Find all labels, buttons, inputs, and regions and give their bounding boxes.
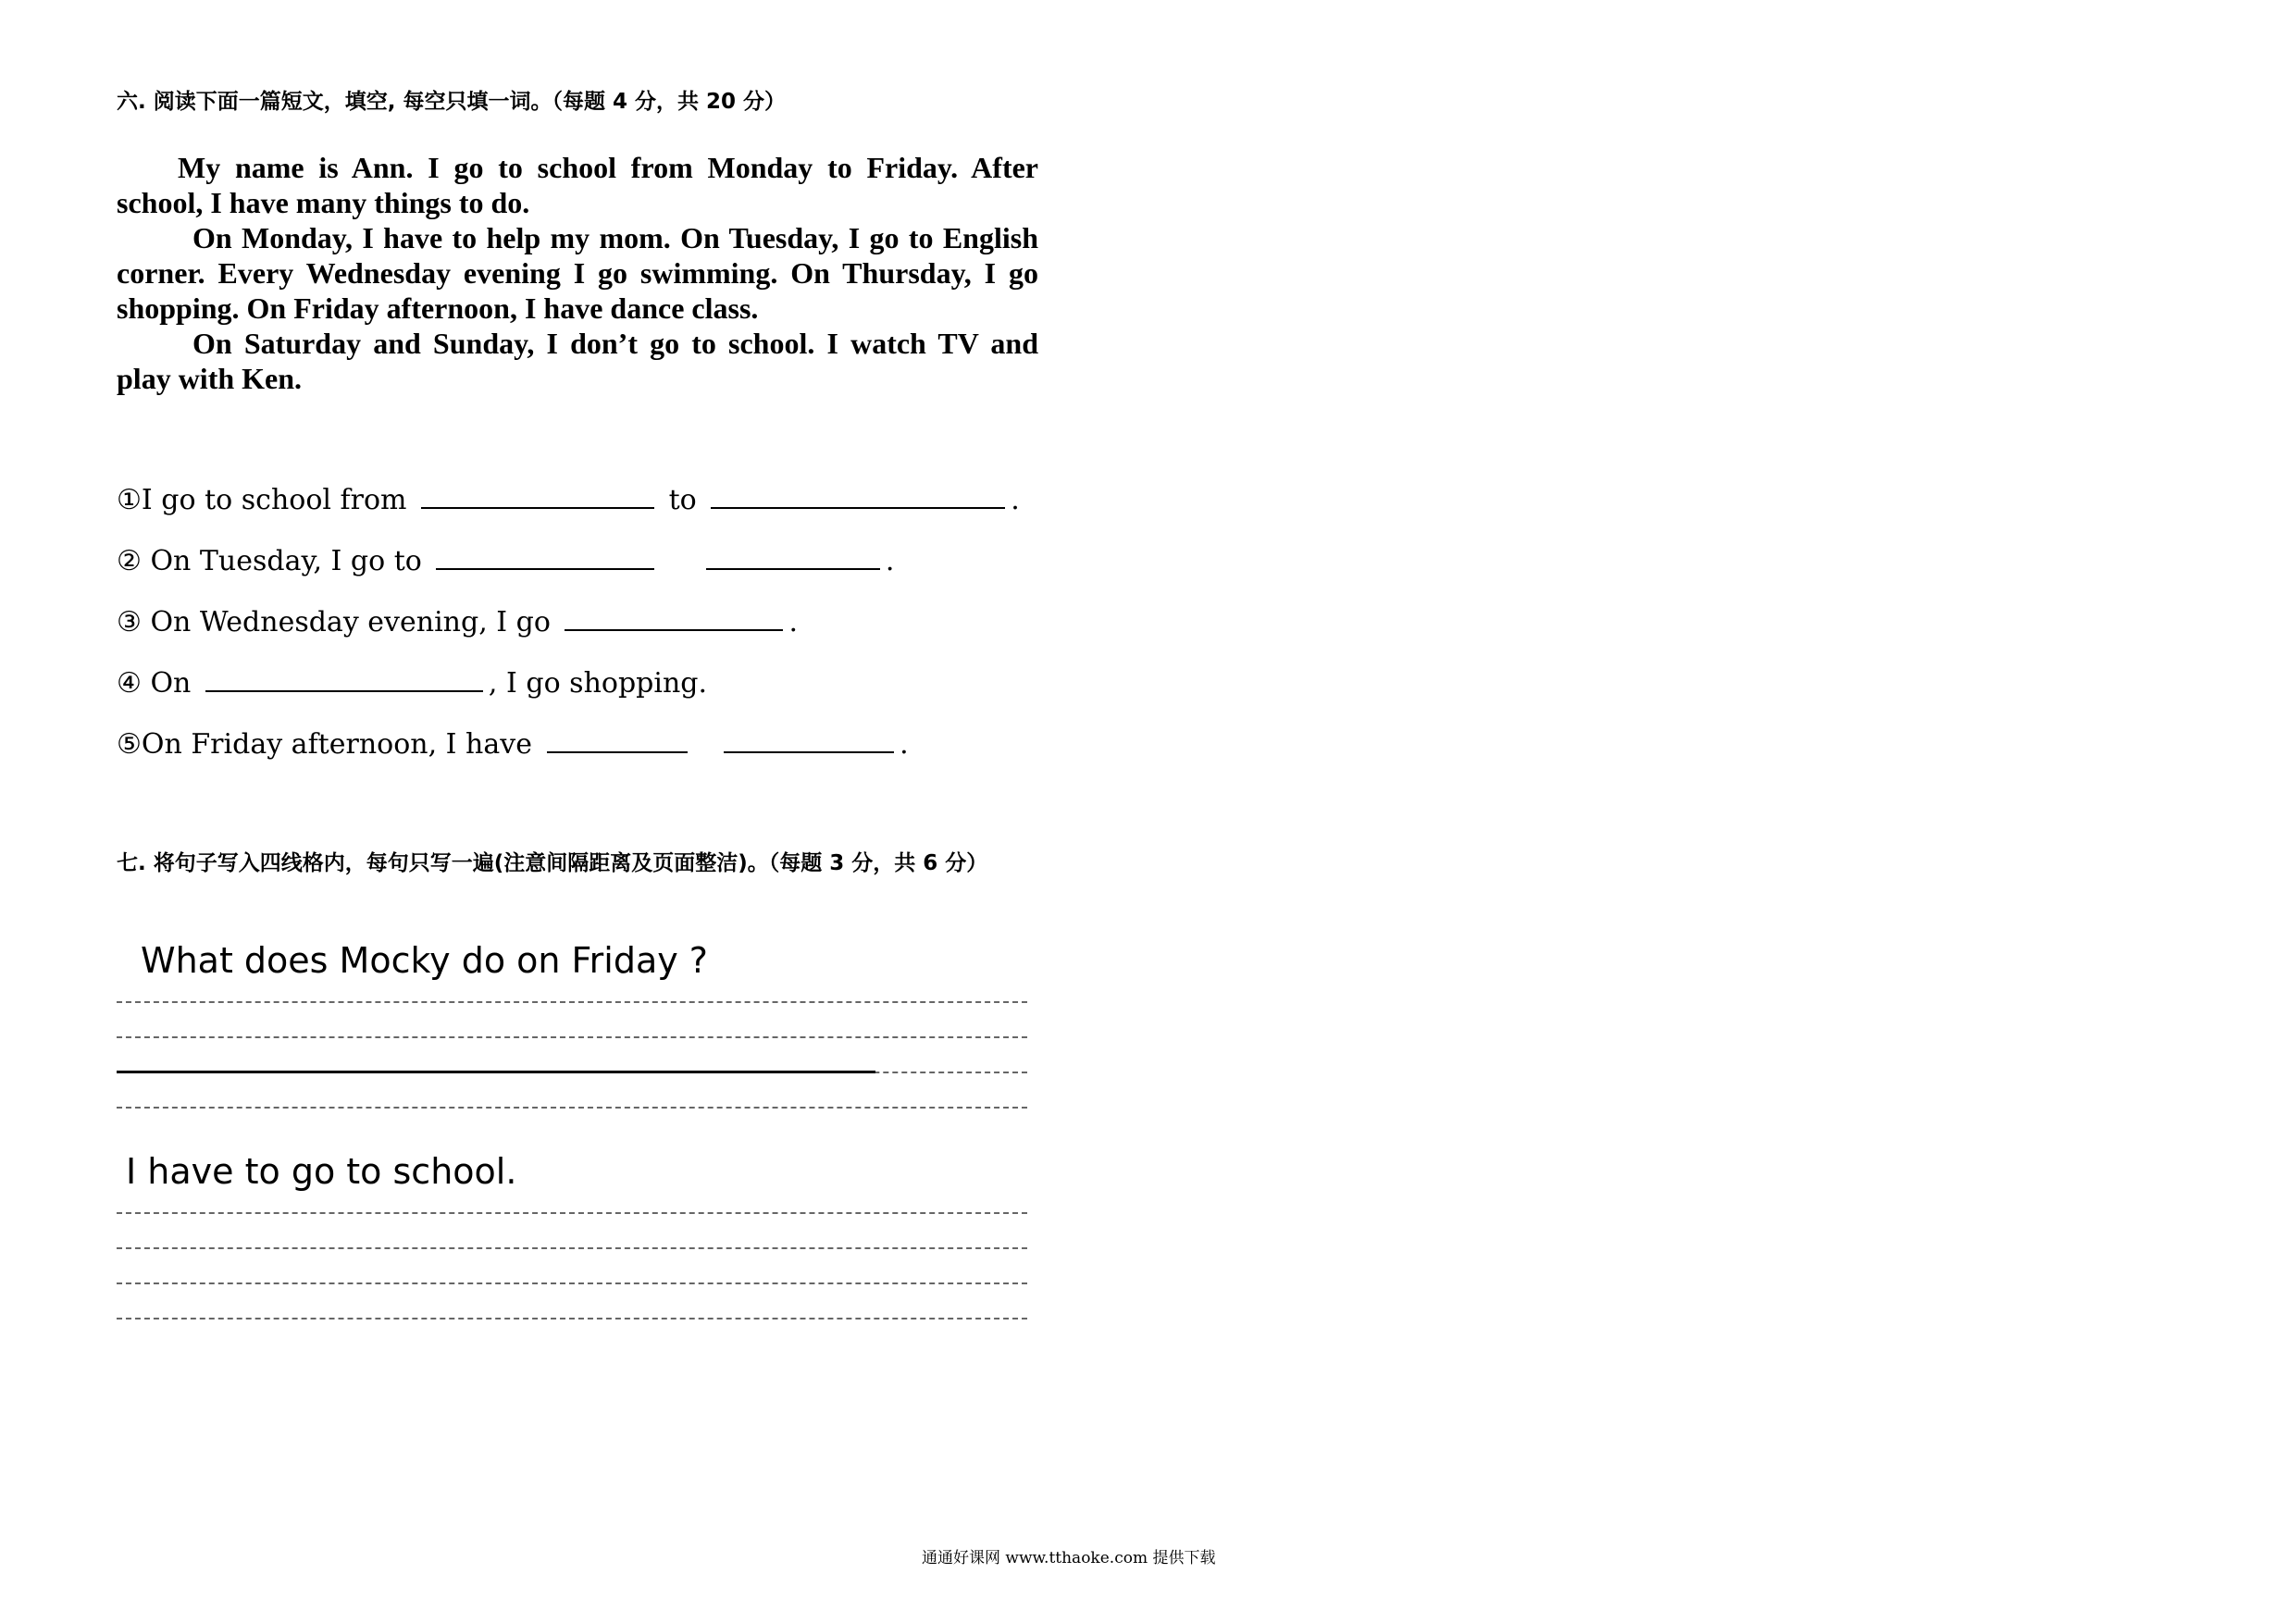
four-line-grid-line [117, 1282, 1027, 1284]
answer-blank[interactable] [421, 479, 654, 509]
question-4 [117, 663, 1042, 703]
question-5 [117, 724, 1042, 764]
four-line-grid-line [117, 1107, 1027, 1109]
four-line-grid-line [117, 1212, 1027, 1214]
question-1 [117, 479, 1042, 520]
question-text: On Tuesday, I go to [150, 545, 422, 577]
question-text: to [668, 484, 697, 516]
question-text: On [150, 667, 192, 700]
question-end: . [1011, 484, 1020, 516]
answer-blank[interactable] [436, 540, 654, 570]
question-end: . [788, 606, 799, 638]
question-number: ⑤ [117, 728, 142, 761]
section-6-title: 六. 阅读下面一篇短文，填空, 每空只填一词。（每题 4 分，共 20 分） [117, 90, 787, 114]
passage-paragraph-3: On Saturday and Sunday, I don’t go to school. I watch TV and play with Ken. [117, 327, 1038, 395]
question-end: . [900, 728, 909, 761]
answer-blank[interactable] [565, 601, 783, 631]
answer-blank[interactable] [205, 663, 483, 692]
footer-credit: 通通好课网 www.tthaoke.com 提供下载 [922, 1549, 1216, 1567]
passage-paragraph-2: On Monday, I have to help my mom. On Tuesday, I go to English corner. Every Wednesday evening I go swimming. On Thursday, I go shopping. On Friday afternoon, I have dance class. [117, 221, 1038, 325]
four-line-grid-line [117, 1318, 1027, 1319]
answer-blank[interactable] [711, 479, 1005, 509]
reading-passage [117, 150, 1038, 396]
four-line-grid-line [117, 1001, 1027, 1003]
question-number: ④ [117, 667, 142, 700]
section-7-title: 七. 将句子写入四线格内，每句只写一遍(注意间隔距离及页面整洁)。（每题 3 分，共 6 分） [117, 851, 988, 875]
question-text: I go to school from [141, 484, 407, 516]
question-end: . [885, 545, 895, 577]
handwriting-sentence-1: What does Mocky do on Friday ? [141, 940, 708, 981]
answer-blank[interactable] [706, 540, 880, 570]
question-number: ② [117, 545, 142, 577]
question-3 [117, 601, 1042, 642]
four-line-grid-line [117, 1247, 1027, 1249]
question-2 [117, 540, 1042, 581]
question-text: , I go shopping. [488, 667, 708, 700]
question-text: On Friday afternoon, I have [141, 728, 532, 761]
passage-paragraph-1: My name is Ann. I go to school from Monday to Friday. After school, I have many things to do. [117, 151, 1038, 219]
writing-baseline [117, 1071, 875, 1073]
question-text: On Wednesday evening, I go [150, 606, 551, 638]
handwriting-sentence-2: I have to go to school. [126, 1151, 517, 1192]
answer-blank[interactable] [724, 724, 894, 753]
answer-blank[interactable] [547, 724, 688, 753]
question-number: ③ [117, 606, 142, 638]
question-number: ① [117, 484, 142, 516]
four-line-grid-line [117, 1036, 1027, 1038]
